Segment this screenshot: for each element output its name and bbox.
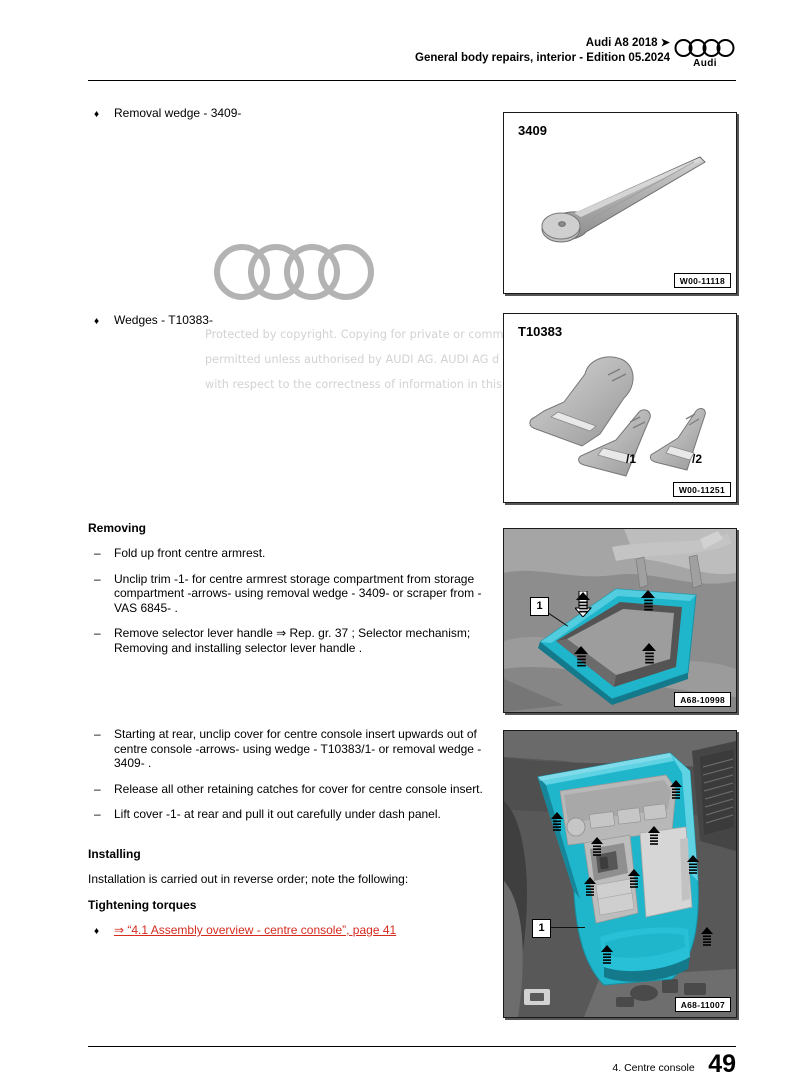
removing-step [88,546,488,561]
arrow-marker [575,591,592,617]
footer-page-number: 49 [708,1050,736,1078]
figure-code: W00-11118 [674,273,731,288]
figure-code: A68-10998 [674,692,731,707]
arrow-marker [582,876,598,900]
callout-1: 1 [530,597,549,616]
tool-bullet-removal-wedge [88,106,488,121]
arrow-marker [549,811,565,835]
console-step [88,782,488,797]
footer-chapter: 4. Centre console [612,1062,695,1074]
diamond-bullet-icon: ♦ [94,316,100,327]
copyright-line-3: with respect to the correctness of information in this [205,378,503,391]
console-step [88,807,488,822]
removing-step-text: Fold up front centre armrest. [114,546,266,560]
copyright-line-1: Protected by copyright. Copying for private or comm [205,328,504,341]
audi-wordmark: Audi [693,58,717,69]
arrow-marker [626,868,642,892]
figure-label: 3409 [518,123,547,138]
copyright-line-2: permitted unless authorised by AUDI AG. AUDI AG d [205,353,500,366]
wedge-sub-label-1: /1 [626,452,637,466]
arrow-marker [646,825,662,849]
tightening-torques-heading: Tightening torques [88,898,197,912]
figure-label: T10383 [518,324,563,339]
removing-step [88,626,488,655]
header-model: Audi A8 2018 [585,37,658,49]
figure-panel-removal-wedge [503,112,737,294]
centre-console-photo [504,731,736,1017]
figure-code: W00-11251 [673,482,731,497]
wedge-large [530,357,633,446]
audi-rings-watermark [213,243,377,301]
arrow-marker [685,854,701,878]
page-header [88,36,736,80]
dash-bullet-icon: – [94,626,101,640]
dash-bullet-icon: – [94,546,101,560]
installing-section [88,847,488,938]
arrow-marker [640,589,657,615]
audi-logo [674,38,736,72]
dash-bullet-icon: – [94,781,101,796]
page-footer [88,1051,736,1081]
removing-heading: Removing [88,521,147,535]
removing-section [88,521,488,666]
console-step-text: Release all other retaining catches for cover for centre console insert. [114,781,483,796]
figure-panel-wedge-set [503,313,737,503]
console-step-text: Lift cover -1- at rear and pull it out carefully under dash panel. [114,807,441,821]
arrow-marker [699,926,715,950]
armrest-storage-photo [504,529,736,712]
figure-panel-centre-console [503,730,737,1018]
diamond-bullet-icon: ♦ [94,926,100,937]
arrow-marker [589,836,605,860]
installing-heading: Installing [88,847,141,861]
tool-bullet-text: Wedges - T10383- [114,313,213,327]
assembly-overview-link[interactable]: ⇒ “4.1 Assembly overview - centre console”, page 41 [114,923,397,937]
wedge-sub-label-2: /2 [692,452,703,466]
callout-1: 1 [532,919,551,938]
arrow-marker [573,645,590,671]
removing-step-text: Remove selector lever handle ⇒ Rep. gr. 37 ; Selector mechanism; Removing and installing selector lever handle . [114,626,471,655]
header-divider [88,80,736,81]
dash-bullet-icon: – [94,727,101,741]
diamond-bullet-icon: ♦ [94,109,100,120]
arrow-marker [599,944,615,968]
figure-panel-armrest-trim [503,528,737,713]
console-step [88,727,488,771]
callout-leader-line [551,927,585,928]
header-model-line [88,36,670,51]
footer-divider [88,1046,736,1047]
console-step-text: Starting at rear, unclip cover for centre console insert upwards out of centre console -arrows- using wedge - T10383/1- or removal wedge - 3409- . [114,727,482,770]
copyright-watermark [205,322,505,392]
header-arrow-icon: ➤ [660,37,670,49]
tool-bullet-text: Removal wedge - 3409- [114,106,242,120]
dash-bullet-icon: – [94,807,101,821]
arrow-marker [668,779,684,803]
figure-code: A68-11007 [675,997,731,1012]
header-title-block [88,36,736,66]
removing-step [88,572,488,616]
removing-step-text: Unclip trim -1- for centre armrest storage compartment from storage compartment -arrows- using removal wedge - 3409- or scraper from -VAS 6845- . [114,571,482,615]
console-steps-section [88,727,488,833]
wedge-set-illustration [504,314,736,502]
arrow-marker [641,642,658,668]
dash-bullet-icon: – [94,571,101,586]
removal-wedge-illustration [504,113,736,293]
header-subtitle: General body repairs, interior - Edition 05.2024 [415,52,670,64]
torque-link-row[interactable] [88,923,488,938]
installing-text: Installation is carried out in reverse order; note the following: [88,872,409,886]
